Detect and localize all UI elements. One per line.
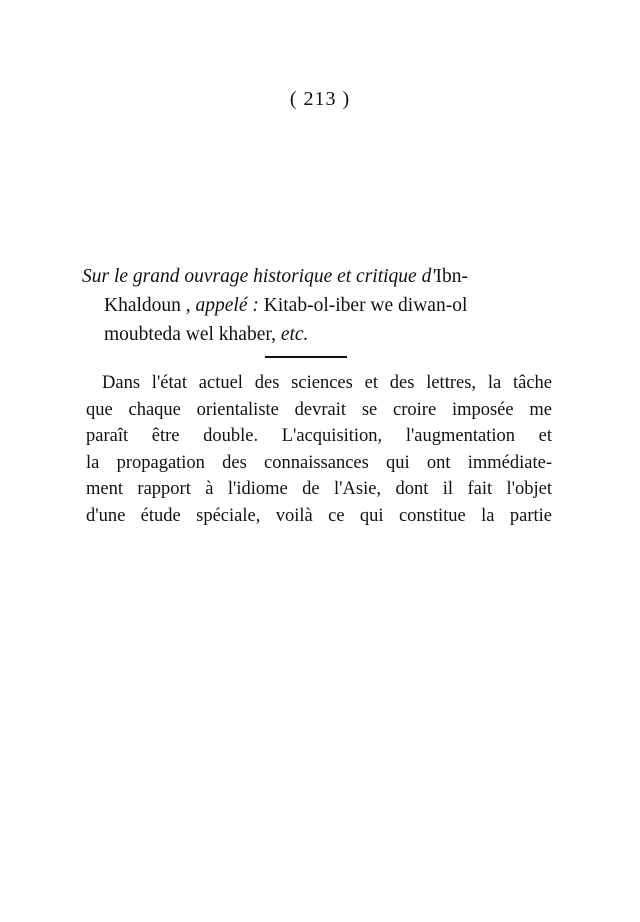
- heading-line-2-roman-a: Khaldoun ,: [104, 295, 191, 316]
- heading-line-3: [82, 320, 552, 349]
- page-number: ( 213 ): [289, 88, 351, 110]
- heading-line-2: [82, 291, 552, 320]
- heading-line-2-roman-b: Kitab-ol-iber we diwan-ol: [263, 295, 468, 316]
- body-line: que chaque orientaliste devrait se croire imposée me: [86, 399, 552, 420]
- heading-line-2-italic: appelé :: [195, 295, 259, 316]
- heading-line-3-roman: moubteda wel khaber,: [104, 324, 276, 345]
- body-line: ment rapport à l'idiome de l'Asie, dont il fait l'objet: [86, 479, 552, 500]
- heading-line-1: [82, 262, 552, 291]
- section-heading: [82, 262, 552, 349]
- body-line: la propagation des connaissances qui ont immédiate-: [86, 452, 552, 473]
- body-line: Dans l'état actuel des sciences et des lettres, la tâche: [102, 373, 552, 393]
- heading-line-1-roman: Ibn-: [435, 266, 469, 287]
- heading-line-3-italic: etc.: [280, 324, 309, 345]
- section-divider: [265, 356, 347, 358]
- body-line: paraît être double. L'acquisition, l'augmentation et: [86, 426, 552, 447]
- heading-line-1-italic: Sur le grand ouvrage historique et critique d': [82, 266, 436, 287]
- body-paragraph: [86, 370, 552, 530]
- body-line: d'une étude spéciale, voilà ce qui constitue la partie: [86, 505, 552, 526]
